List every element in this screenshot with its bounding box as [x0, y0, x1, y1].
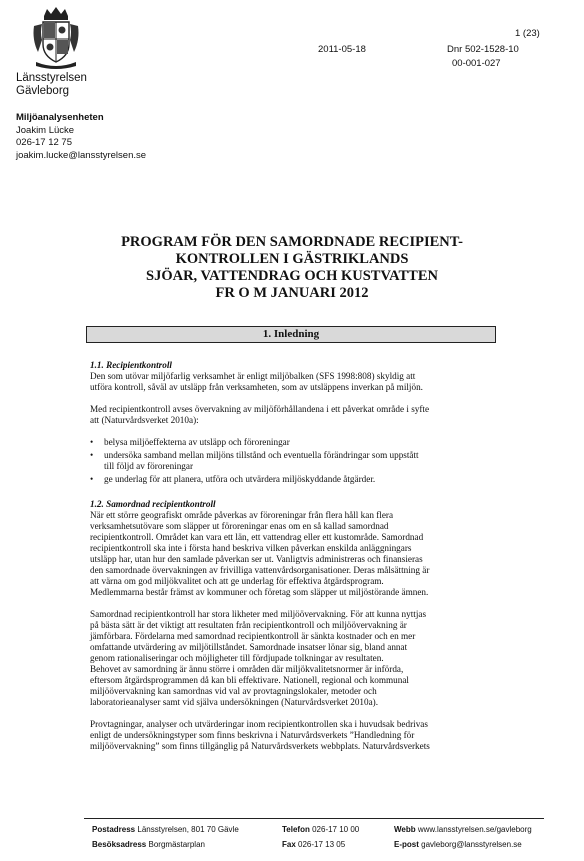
footer-fax: Fax 026-17 13 05: [282, 840, 346, 849]
footer-visiting-address: Besöksadress Borgmästarplan: [92, 840, 205, 849]
footer-divider: [84, 818, 544, 819]
list-item: • ge underlag för att planera, utföra och utvärdera miljöskyddande åtgärder.: [90, 474, 376, 484]
bullet-list: [90, 437, 496, 485]
department: Miljöanalysenheten: [16, 112, 104, 123]
bullet-icon: •: [90, 437, 94, 447]
section-heading: 1. Inledning: [86, 326, 496, 343]
footer-email[interactable]: E-post gavleborg@lansstyrelsen.se: [394, 840, 522, 849]
org-name: Länsstyrelsen: [16, 72, 87, 84]
contact-name: Joakim Lücke: [16, 124, 75, 136]
paragraph: Samordnad recipientkontroll har stora likheter med miljöövervakning. För att kunna nyttjas på bästa sätt är det viktigt att resultaten från recipientkontroll och miljöövervakning är jämförbara. Fördelarna med samordnad recipientkontroll är sänkta kostnader och en mer omfattande utvärdering av miljötillståndet. Samordnade insatser lönar sig, bland annat genom rationaliseringar och möjligheter till fördjupade tolkningar av resultaten. Behovet av samordning är ännu större i områden där miljökvalitetsnormer är införda, eftersom åtgärdsprogrammen då kan bli effektivare. Nationell, regional och kommunal miljöövervakning kan samordnas vid val av provtagningslokaler, metoder och laboratorieanalyser samt vid själva undersökningen (Naturvårdsverket 2010a).: [90, 609, 427, 707]
paragraph: När ett större geografiskt område påverkas av föroreningar från flera håll kan flera verksamhetsutövare som släpper ut föroreningar enas om en så kallad samordnad recipientkontroll. Området kan vara ett län, ett vattendrag eller ett kustområde. Samordnad recipientkontroll ska inte i första hand beskriva vilken påverkan enskilda anläggningars utsläpp har, utan hur den samlade påverkan ser ut. Vanligtvis administreras och finansieras den samordnade övervakningen av frivilliga vattenvårdsorganisationer. Deras målsättning är att värna om god miljökvalitet och att ge underlag för effektiva åtgärdsprogram. Medlemmarna består främst av kommuner och företag som släpper ut miljöstörande ämnen.: [90, 510, 430, 597]
paragraph: Med recipientkontroll avses övervakning av miljöförhållandena i ett påverkat område i syfte att (Naturvårdsverket 2010a):: [90, 404, 430, 425]
registration-subnumber: 00-001-027: [452, 58, 501, 69]
contact-phone: 026-17 12 75: [16, 137, 72, 148]
footer-postal-address: Postadress Länsstyrelsen, 801 70 Gävle: [92, 825, 239, 834]
subsection-heading: 1.1. Recipientkontroll: [90, 360, 172, 370]
paragraph: Den som utövar miljöfarlig verksamhet är enligt miljöbalken (SFS 1998:808) skyldig att utföra kontroll, såväl av utsläpp från verksamheten, som av utsläppens inverkan på miljön.: [90, 371, 423, 392]
page-number: 1 (23): [515, 28, 540, 39]
bullet-icon: •: [90, 450, 94, 460]
footer-web[interactable]: Webb www.lansstyrelsen.se/gavleborg: [394, 825, 532, 834]
contact-email[interactable]: joakim.lucke@lansstyrelsen.se: [16, 149, 147, 161]
footer-phone: Telefon 026-17 10 00: [282, 825, 360, 834]
document-date: 2011-05-18: [318, 44, 366, 55]
list-item: • undersöka samband mellan miljöns tillstånd och eventuella förändringar som uppstått till följd av föroreningar: [90, 450, 419, 471]
paragraph: Provtagningar, analyser och utvärderingar inom recipientkontrollen ska i huvudsak bedrivas enligt de undersökningstyper som finns beskrivna i Naturvårdsverkets ”Handledning för miljöövervakning” som finns tillgänglig på Naturvårdsverkets webbplats. Naturvårdsverkets: [90, 719, 430, 751]
contact-block: [16, 112, 146, 162]
document-title: PROGRAM FÖR DEN SAMORDNADE RECIPIENT- KONTROLLEN I GÄSTRIKLANDS SJÖAR, VATTENDRAG OCH KUSTVATTEN FR O M JANUARI 2012: [121, 234, 463, 301]
bullet-icon: •: [90, 474, 94, 484]
list-item: • belysa miljöeffekterna av utsläpp och föroreningar: [90, 437, 290, 447]
org-region: Gävleborg: [16, 85, 70, 97]
body-text: [90, 360, 496, 752]
coat-of-arms-logo: [30, 6, 82, 70]
registration-number: Dnr 502-1528-10: [447, 44, 519, 55]
subsection-heading: 1.2. Samordnad recipientkontroll: [90, 499, 216, 509]
